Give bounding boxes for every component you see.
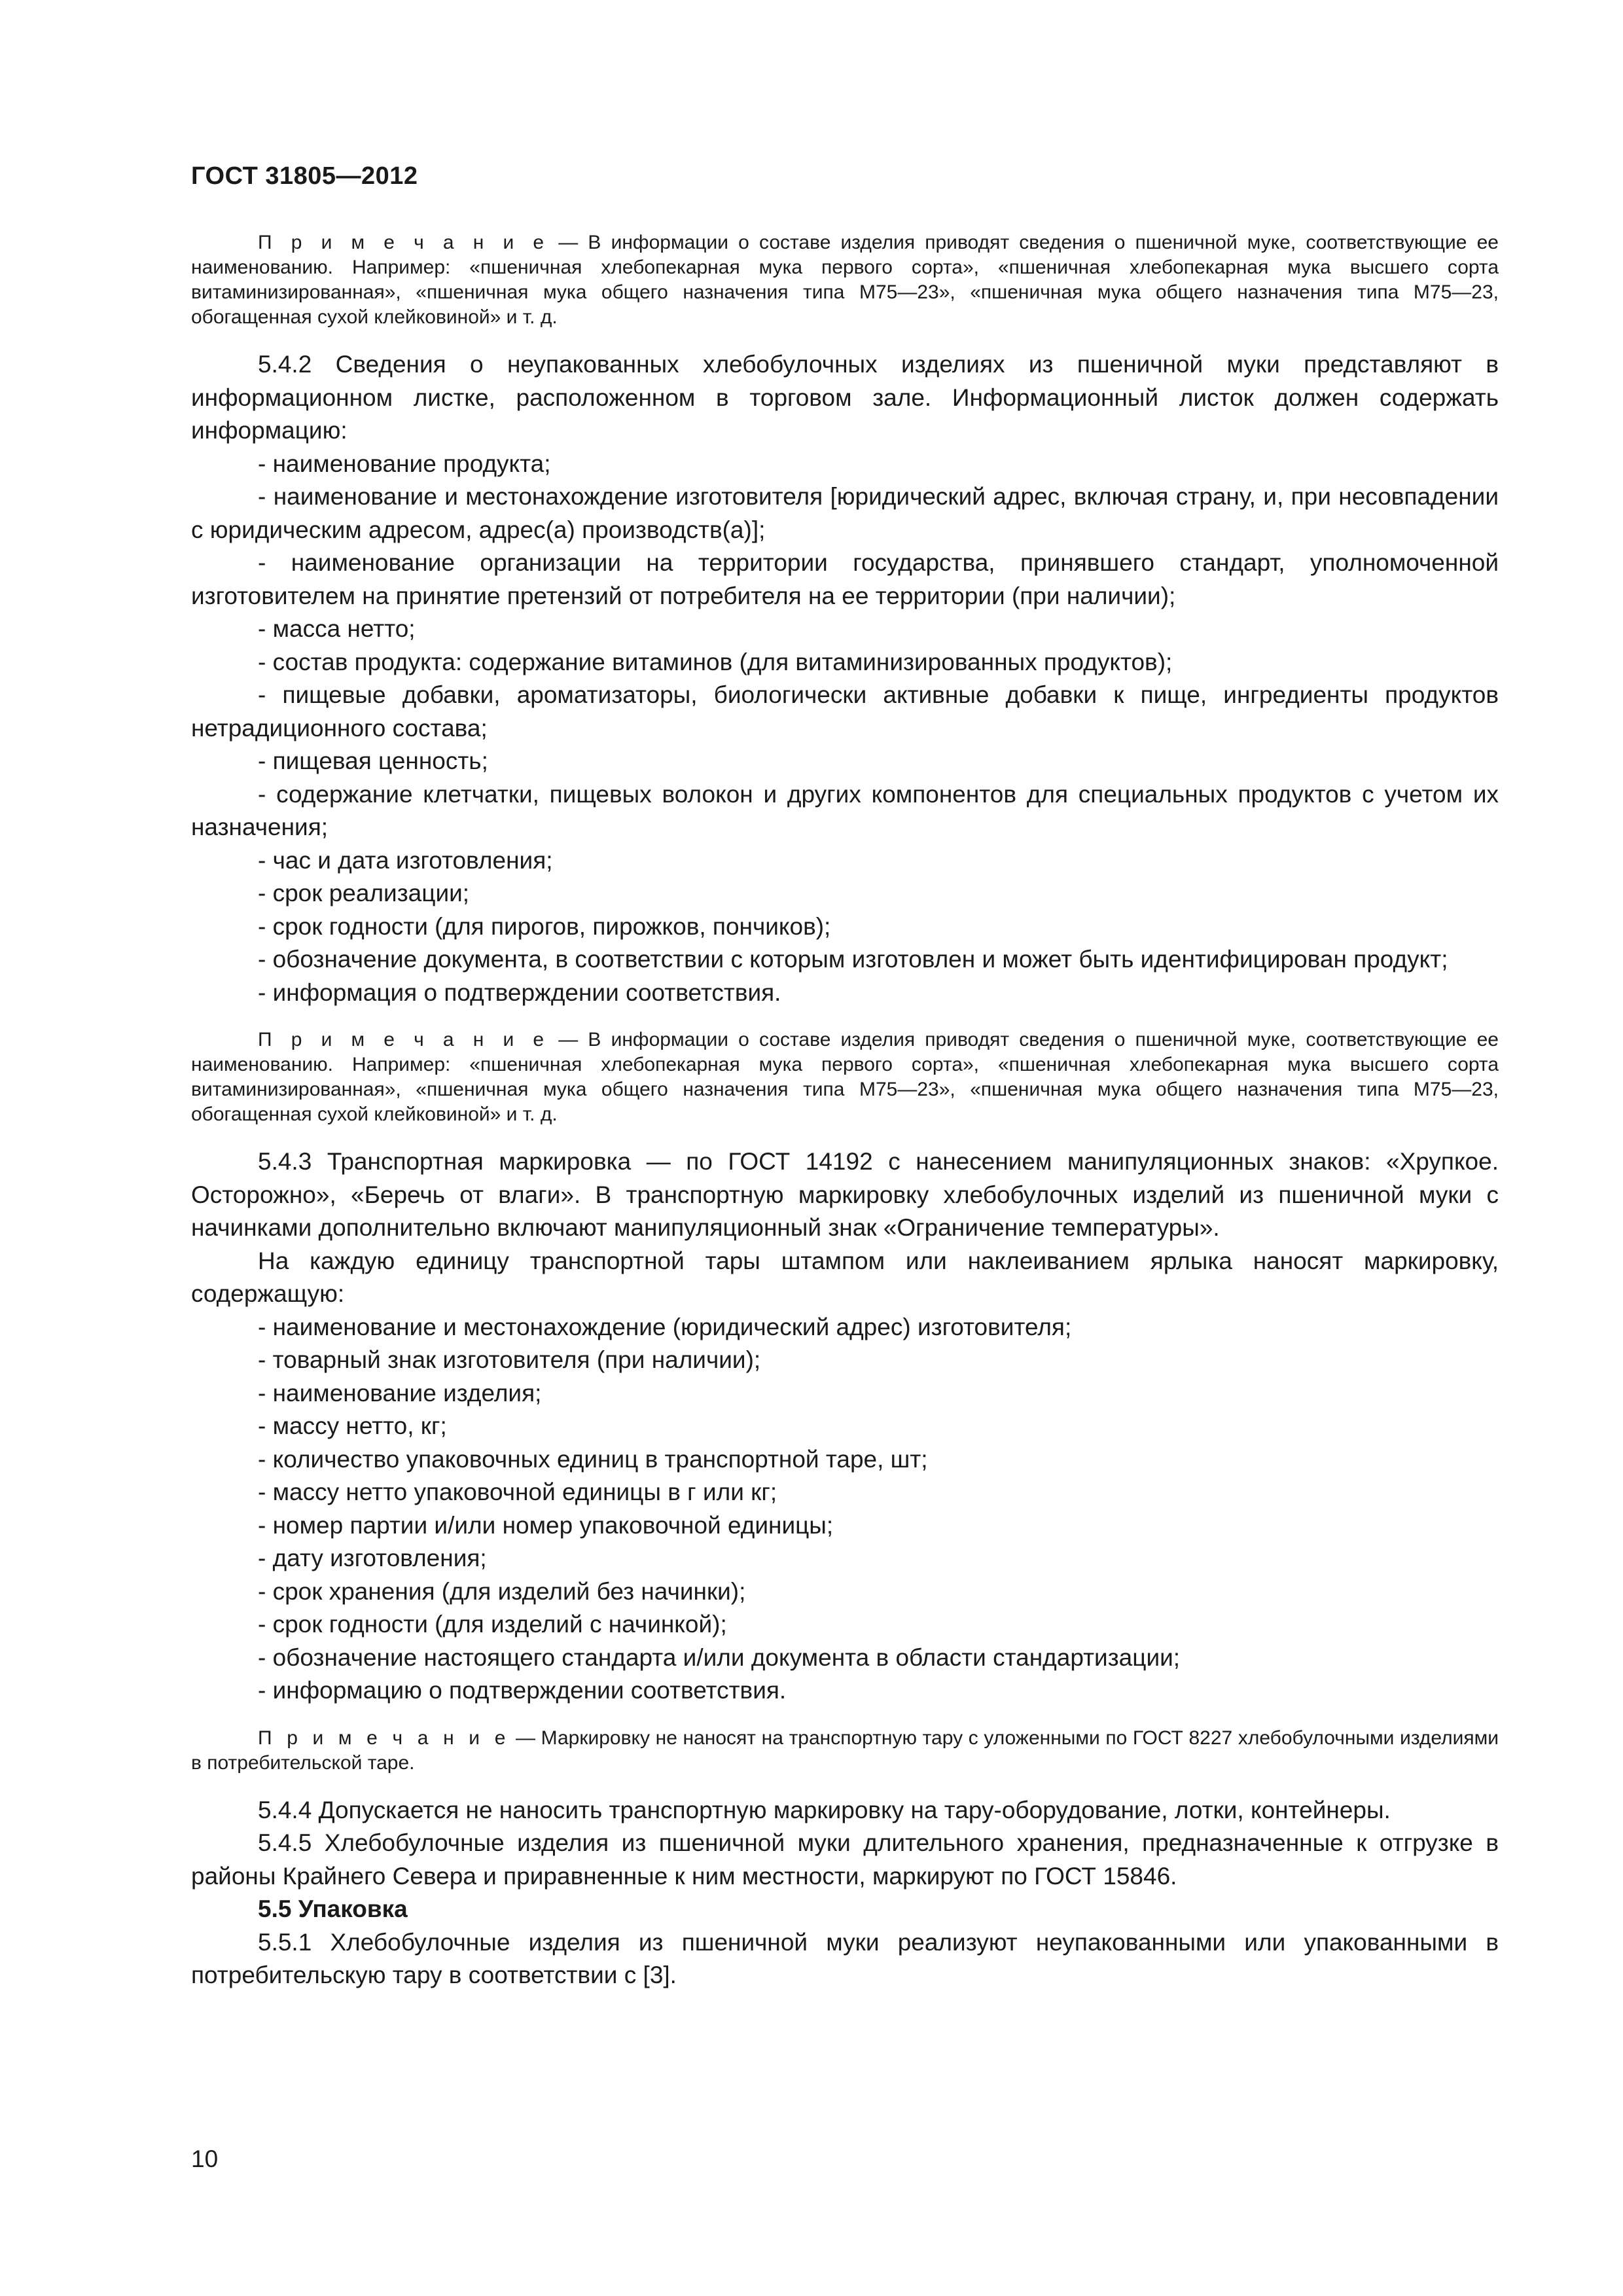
note-text: — Маркировку не наносят на транспортную тару с уложенными по ГОСТ 8227 хлебобулочными изделиями в потребительской таре. [191,1727,1499,1774]
list-item: - срок годности (для изделий с начинкой); [258,1611,727,1638]
list-item: - наименование и местонахождение (юридический адрес) изготовителя; [258,1313,1072,1340]
list-item: - пищевые добавки, ароматизаторы, биологически активные добавки к пище, ингредиенты продуктов нетрадиционного состава; [191,681,1499,742]
section-5-4-3-list [191,1311,1499,1708]
list-item: - час и дата изготовления; [258,846,553,874]
list-item: - количество упаковочных единиц в транспортной таре, шт; [258,1445,928,1473]
document-header: ГОСТ 31805—2012 [191,162,418,190]
note-text: — В информации о составе изделия приводят сведения о пшеничной муке, соответствующие ее наименованию. Например: «пшеничная хлебопекарная мука первого сорта», «пшеничная хлебопекарная мука высшего сорта витаминизированная», «пшеничная мука общего назначения типа М75—23», «пшеничная мука общего назначения типа М75—23, обогащенная сухой клейковиной» и т. д. [191,232,1499,328]
page-number: 10 [191,2145,219,2172]
section-5-4-4: 5.4.4 Допускается не наносить транспортную маркировку на тару-оборудование, лотки, контейнеры. [258,1796,1391,1823]
note-1 [191,230,1499,330]
list-item: - информацию о подтверждении соответствия. [258,1677,787,1704]
section-5-5-heading: 5.5 Упаковка [258,1895,408,1922]
list-item: - состав продукта: содержание витаминов (для витаминизированных продуктов); [258,648,1173,675]
list-item: - срок реализации; [258,880,470,906]
section-5-4-3-intro: 5.4.3 Транспортная маркировка — по ГОСТ 14192 с нанесением манипуляционных знаков: «Хрупкое. Осторожно», «Беречь от влаги». В транспортную маркировку хлебобулочных изделий из пшеничной муки с начинками дополнительно включают манипуляционный знак «Ограничение температуры». [191,1148,1499,1241]
note-label: П р и м е ч а н и е [258,232,549,253]
list-item: - информация о подтверждении соответствия. [258,978,781,1006]
document-body [191,230,1499,1992]
section-5-5-1: 5.5.1 Хлебобулочные изделия из пшеничной муки реализуют неупакованными или упакованными в потребительскую тару в соответствии с [3]. [191,1928,1499,1988]
note-label: П р и м е ч а н и е [258,1029,549,1050]
note-label: П р и м е ч а н и е [258,1727,510,1749]
section-5-4-2-intro: 5.4.2 Сведения о неупакованных хлебобулочных изделиях из пшеничной муки представляют в информационном листке, расположенном в торговом зале. Информационный листок должен содержать информацию: [191,351,1499,444]
note-3 [191,1726,1499,1776]
list-item: - наименование продукта; [258,450,551,477]
section-5-4-3-intro-2: На каждую единицу транспортной тары штампом или наклеиванием ярлыка наносят маркировку, содержащую: [191,1247,1499,1307]
note-2 [191,1028,1499,1127]
list-item: - массу нетто упаковочной единицы в г или кг; [258,1479,777,1505]
list-item: - наименование организации на территории государства, принявшего стандарт, уполномоченной изготовителем на принятие претензий от потребителя на ее территории (при наличии); [191,549,1499,609]
list-item: - срок годности (для пирогов, пирожков, пончиков); [258,912,831,940]
list-item: - обозначение настоящего стандарта и/или документа в области стандартизации; [258,1643,1181,1671]
list-item: - пищевая ценность; [258,747,488,774]
list-item: - содержание клетчатки, пищевых волокон и других компонентов для специальных продуктов с учетом их назначения; [191,780,1499,840]
list-item: - обозначение документа, в соответствии с которым изготовлен и может быть идентифицирован продукт; [258,946,1448,973]
list-item: - товарный знак изготовителя (при наличии); [258,1346,761,1373]
list-item: - наименование и местонахождение изготовителя [юридический адрес, включая страну, и, при несовпадении с юридическим адресом, адрес(а) производств(а)]; [191,483,1499,543]
list-item: - наименование изделия; [258,1379,542,1407]
list-item: - срок хранения (для изделий без начинки); [258,1577,746,1605]
section-5-4-2-list [191,448,1499,1010]
list-item: - массу нетто, кг; [258,1412,447,1439]
list-item: - масса нетто; [258,615,416,642]
list-item: - номер партии и/или номер упаковочной единицы; [258,1511,834,1539]
list-item: - дату изготовления; [258,1545,487,1571]
note-text: — В информации о составе изделия приводят сведения о пшеничной муке, соответствующие ее наименованию. Например: «пшеничная хлебопекарная мука первого сорта», «пшеничная хлебопекарная мука высшего сорта витаминизированная», «пшеничная мука общего назначения типа М75—23», «пшеничная мука общего назначения типа М75—23, обогащенная сухой клейковиной» и т. д. [191,1029,1499,1125]
section-5-4-5: 5.4.5 Хлебобулочные изделия из пшеничной муки длительного хранения, предназначенные к отгрузке в районы Крайнего Севера и приравненные к ним местности, маркируют по ГОСТ 15846. [191,1829,1499,1890]
